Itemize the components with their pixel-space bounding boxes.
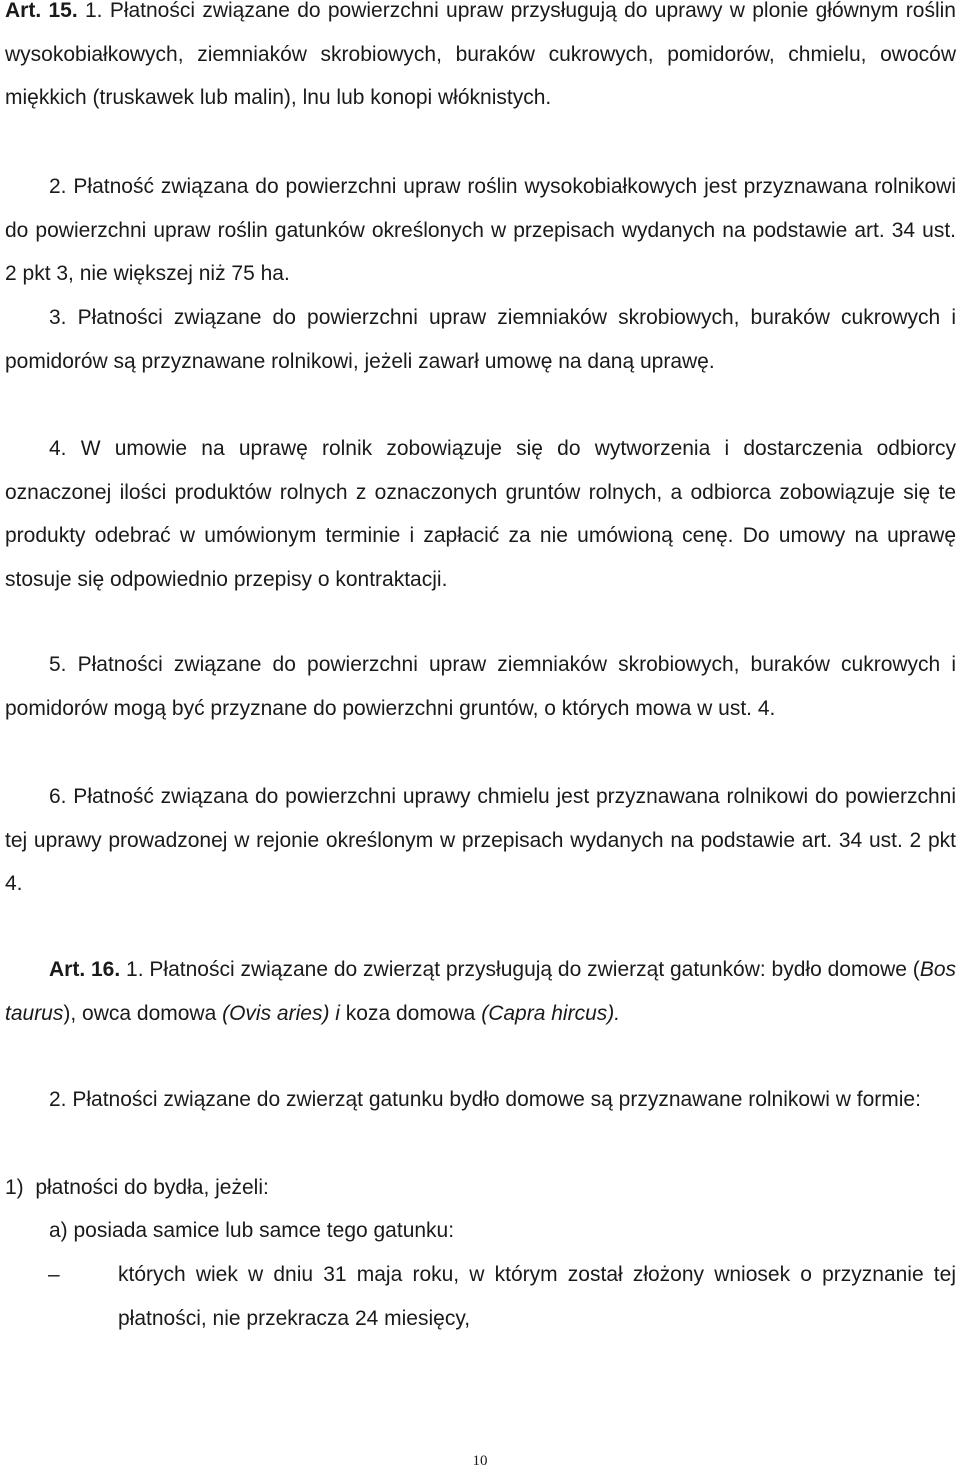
list-item-1: 1) płatności do bydła, jeżeli: [5,1176,269,1199]
latin-name: (Ovis aries) i [222,1001,340,1025]
paragraph-text: 1. Płatności związane do zwierząt przysługują do zwierząt gatunków: bydło domowe ( [126,958,920,981]
art15-paragraph-4: 4. W umowie na uprawę rolnik zobowiązuje się do wytworzenia i dostarczenia odbiorcy oznaczonej ilości produktów rolnych z oznaczonych gruntów rolnych, a odbiorca zobowiązuje się te produkty odebrać w umówionym terminie i zapłacić za nie umówioną cenę. Do umowy na uprawę stosuje się odpowiednio przepisy o kontraktacji. [5,437,956,591]
dash-bullet: – [48,1263,60,1286]
latin-name: Bos taurus [5,958,956,1025]
art16-paragraph-2: 2. Płatności związane do zwierząt gatunku bydło domowe są przyznawane rolnikowi w formie: [49,1088,921,1111]
art15-paragraph-6: 6. Płatność związana do powierzchni uprawy chmielu jest przyznawana rolnikowi do powierzchni tej uprawy prowadzonej w rejonie określonym w przepisach wydanych na podstawie art. 34 ust. 2 pkt 4. [5,785,956,895]
paragraph-text: koza domowa [339,1001,482,1025]
dash-item-text: których wiek w dniu 31 maja roku, w którym został złożony wniosek o przyznanie tej płatności, nie przekracza 24 miesięcy, [118,1263,956,1330]
art15-paragraph-5: 5. Płatności związane do powierzchni upraw ziemniaków skrobiowych, buraków cukrowych i pomidorów mogą być przyznane do powierzchni gruntów, o których mowa w ust. 4. [5,653,956,720]
page-number: 10 [472,1453,488,1469]
art15-paragraph-2: 2. Płatność związana do powierzchni upraw roślin wysokobiałkowych jest przyznawana rolnikowi do powierzchni upraw roślin gatunków określonych w przepisach wydanych na podstawie art. 34 ust. 2 pkt 3, nie większej niż 75 ha. [5,175,956,285]
list-item-a: a) posiada samice lub samce tego gatunku: [49,1219,455,1242]
dash-list-item [48,1253,956,1340]
paragraph-text: ), owca domowa [63,1001,223,1025]
article-heading: Art. 16. [49,958,121,981]
art15-paragraph-1 [5,0,956,120]
paragraph-text: Płatności związane do powierzchni upraw przysługują do uprawy w plonie głównym roślin wysokobiałkowych, ziemniaków skrobiowych, buraków cukrowych, pomidorów, chmielu, owoców miękkich (truskawek lub malin), lnu lub konopi włóknistych. [5,0,956,109]
latin-name: (Capra hircus). [481,1001,621,1025]
article-heading: Art. 15. [5,0,78,22]
art16-paragraph-1 [5,948,956,1035]
paragraph-number: 1. [84,0,103,22]
art15-paragraph-3: 3. Płatności związane do powierzchni upraw ziemniaków skrobiowych, buraków cukrowych i pomidorów są przyznawane rolnikowi, jeżeli zawarł umowę na daną uprawę. [5,306,956,373]
